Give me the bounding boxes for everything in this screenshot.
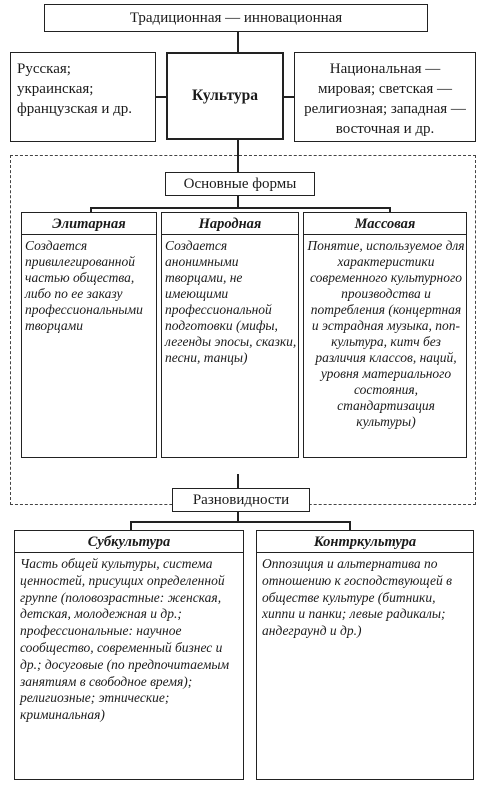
forms-title: Основные формы: [183, 175, 297, 192]
varieties-title-box: [172, 488, 310, 512]
counterculture-header-divider: [256, 552, 474, 553]
center-box-label: Культура: [191, 87, 259, 104]
mass-header-divider: [303, 234, 467, 235]
varieties-title: Разновидности: [192, 491, 290, 508]
counterculture-text: Оппозиция и альтернатива по отношению к господствующей в обществе культуре (битники, хиппи и панки; левые радикалы; андеграунд и др.): [262, 556, 452, 639]
connector-center-right: [284, 96, 294, 98]
elite-text: Создается привилегированной частью общества, либо по ее заказу профессиональными творцами: [25, 238, 143, 333]
top-box: [44, 4, 428, 32]
folk-header: Народная: [198, 216, 262, 232]
varieties-branch-right: [349, 521, 351, 530]
mass-text: Понятие, используемое для характеристики современного культурного производства и потребления (концертная и эстрадная музыка, поп-культура, китч без различия классов, наций, уровня материального состояния, стандартизация культуры): [307, 238, 465, 429]
elite-header-divider: [21, 234, 157, 235]
left-box: [10, 52, 156, 142]
mass-header: Массовая: [354, 216, 416, 232]
forms-title-box: [165, 172, 315, 196]
counterculture-header: Контркультура: [313, 534, 417, 550]
right-box: [294, 52, 476, 142]
folk-text: Создается анонимными творцами, не имеющими профессиональной подготовки (мифы, легенды эпосы, сказки, песни, танцы): [165, 238, 297, 365]
subculture-text: Часть общей культуры, система ценностей, присущих определенной группе (половозрастные: женская, детская, молодежная и др.; профессиональные: научное сообщество, современный бизнес и др.; досуговые (по предпочитаемым занятиям в свободное время); религиозные; этнические; криминальная): [20, 556, 230, 723]
center-box: [166, 52, 284, 140]
varieties-branch-horizontal: [130, 521, 350, 523]
connector-forms-varieties: [237, 474, 239, 488]
right-box-label: Национальная — мировая; светская — религиозная; западная — восточная и др.: [304, 61, 466, 137]
subculture-header-divider: [14, 552, 244, 553]
top-box-label: Традиционная — инновационная: [129, 9, 343, 26]
left-box-label: Русская; украинская; французская и др.: [17, 61, 133, 117]
folk-header-divider: [161, 234, 299, 235]
connector-left-center: [156, 96, 166, 98]
subculture-header: Субкультура: [87, 534, 171, 550]
varieties-branch-left: [130, 521, 132, 530]
elite-header: Элитарная: [52, 216, 126, 232]
forms-branch-horizontal: [90, 207, 390, 209]
connector-top-center: [237, 32, 239, 52]
